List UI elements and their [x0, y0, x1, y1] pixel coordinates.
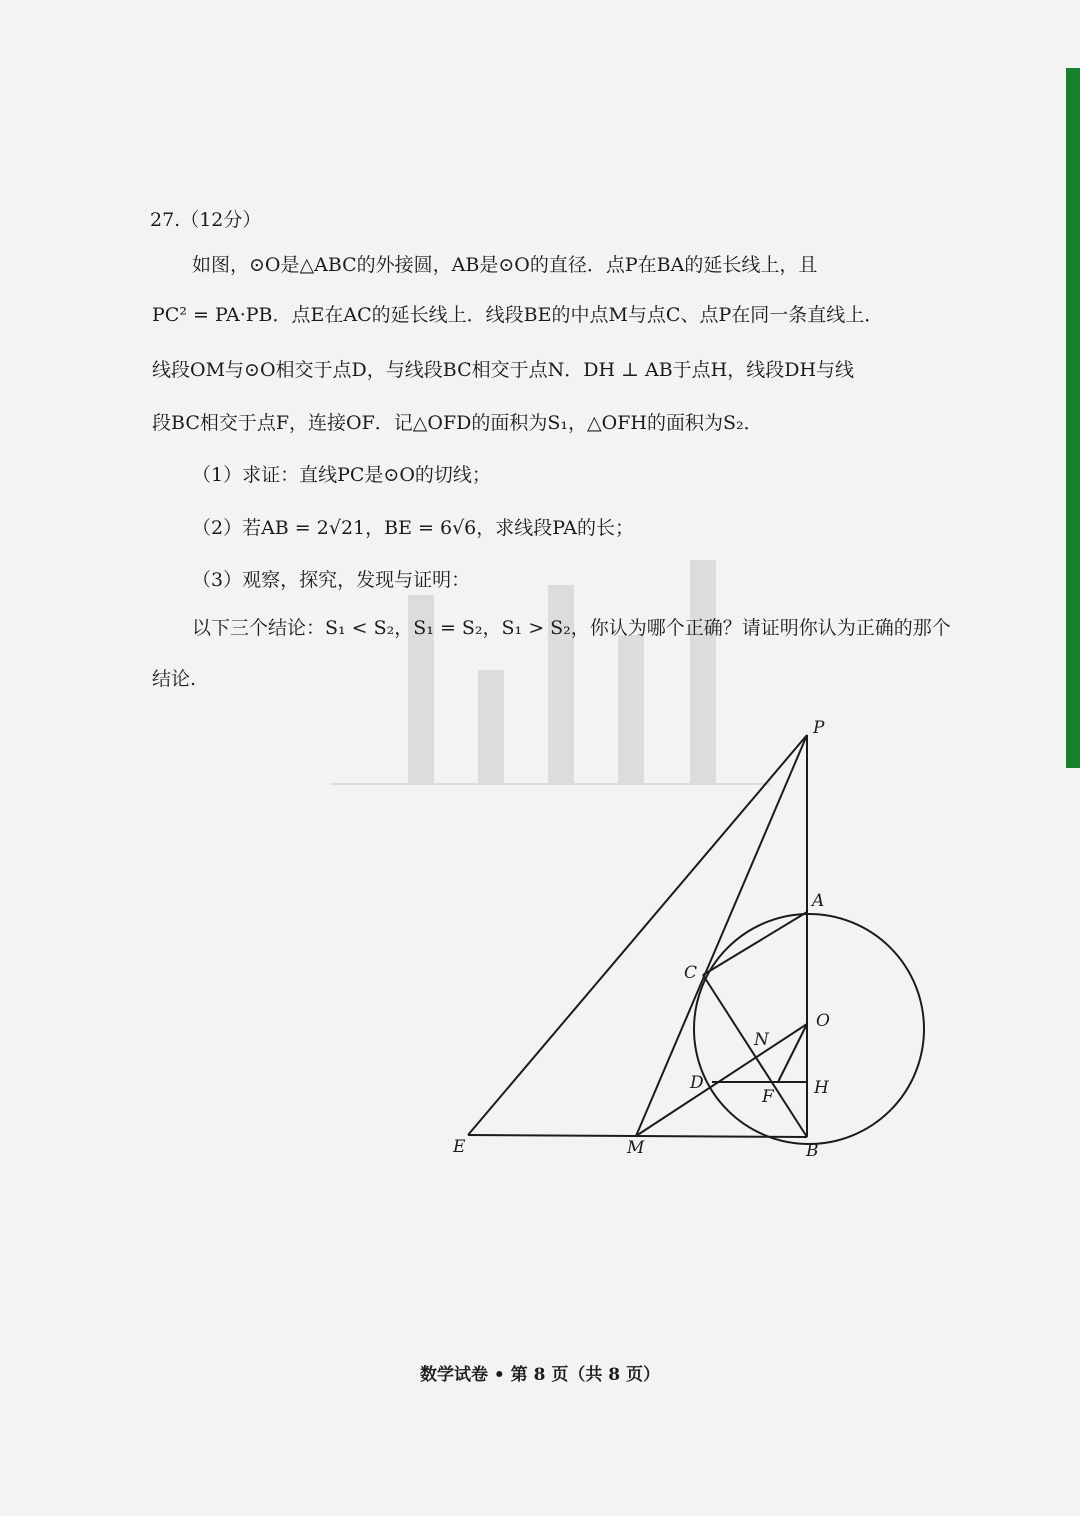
label-h: H	[814, 1078, 829, 1098]
label-d: D	[690, 1073, 704, 1093]
label-p: P	[813, 718, 825, 738]
label-f: F	[762, 1087, 774, 1107]
label-a: A	[812, 891, 825, 911]
line-mo	[636, 1024, 807, 1136]
label-m: M	[627, 1138, 645, 1158]
page-footer: 数学试卷 • 第 8 页（共 8 页）	[419, 1365, 661, 1385]
label-o: O	[816, 1011, 830, 1031]
label-c: C	[684, 963, 698, 983]
label-b: B	[806, 1141, 819, 1161]
circle-o	[694, 914, 924, 1144]
label-n: N	[754, 1030, 769, 1050]
line-pe	[468, 735, 807, 1135]
exam-page: 27.（12分） 如图，⊙O是△ABC的外接圆，AB是⊙O的直径．点P在BA的延长线上，且 PC² = PA·PB．点E在AC的延长线上．线段BE的中点M与点C、点P在同一条直线上． 线段OM与⊙O相交于点D，与线段BC相交于点N．DH ⊥ AB于点H，线段DH与线 段BC相交于点F，连接OF．记△OFD的面积为S₁，△OFH的面积为S₂． （1）求证：直线PC是⊙O的切线； （2）若AB = 2√21，BE = 6√6，求线段PA的长； （3）观察，探究，发现与证明： 以下三个结论：S₁ < S₂，S₁ = S₂，S₁ > S₂，你认为哪个正确？请证明你认为正确的那个 结论. P A C O N D H F E M B 数学试卷 • 第 8 页（共 8 页）	[0, 0, 1080, 1516]
label-e: E	[453, 1137, 466, 1157]
